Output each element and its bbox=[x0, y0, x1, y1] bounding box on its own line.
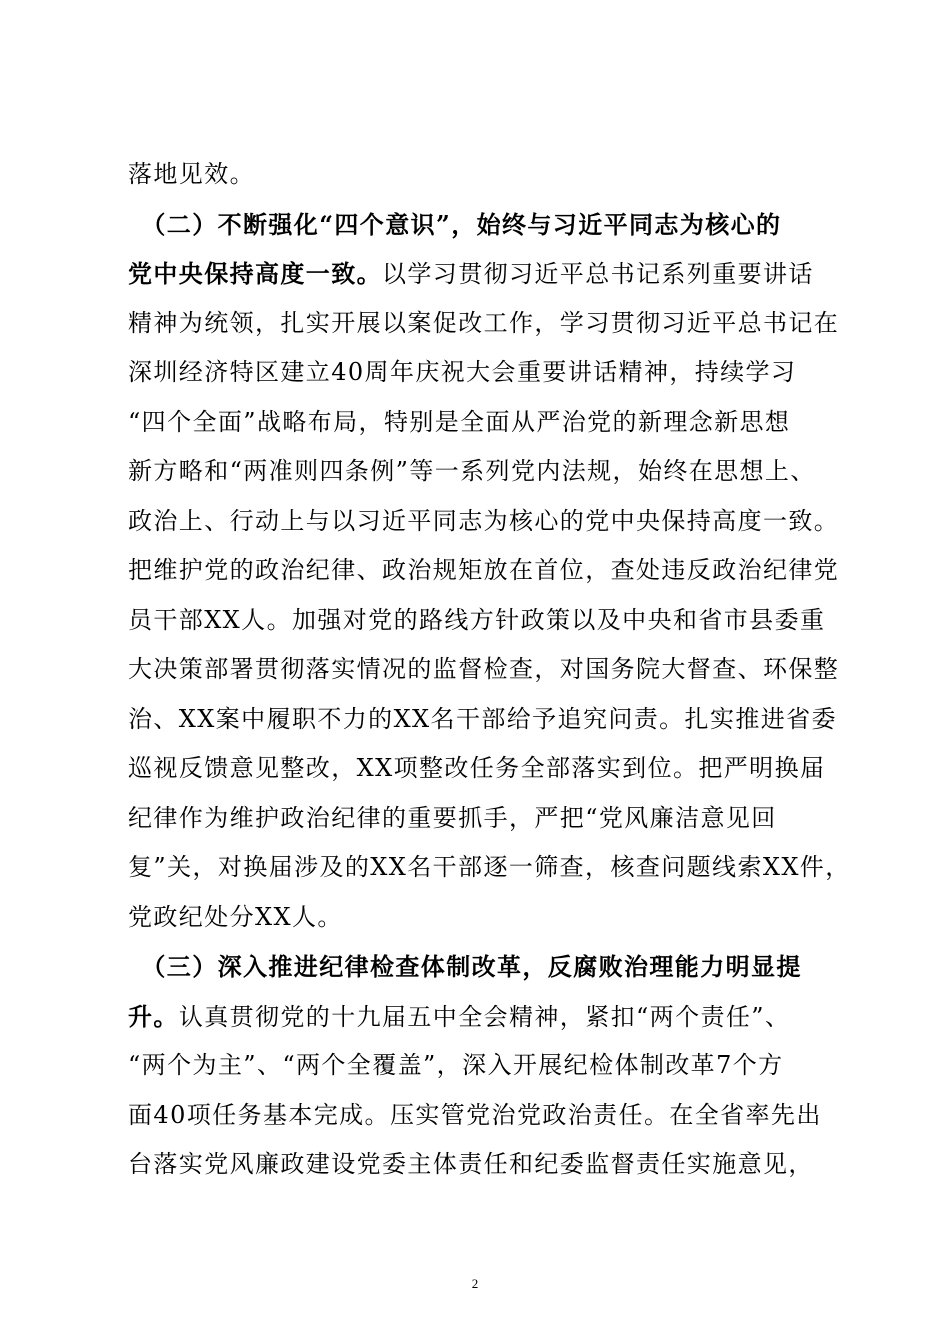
section-heading-3-continued: 升。 bbox=[128, 1001, 179, 1031]
line-7-text: 新方略和“两准则四条例”等一系列党内法规，始终在思想上、 bbox=[128, 457, 816, 485]
text-line-19 bbox=[128, 1041, 828, 1091]
text-line-18 bbox=[128, 992, 828, 1042]
line-15-text: 复”关，对换届涉及的XX名干部逐一筛查，核查问题线索XX件， bbox=[128, 853, 851, 881]
text-line-12 bbox=[128, 695, 837, 745]
line-5-text: 深圳经济特区建立40周年庆祝大会重要讲话精神，持续学习 bbox=[128, 358, 797, 386]
line-16-text: 党政纪处分XX人。 bbox=[128, 902, 343, 931]
text-line-8 bbox=[128, 497, 840, 547]
text-line-6 bbox=[128, 398, 828, 448]
line-6-text: “四个全面”战略布局，特别是全面从严治党的新理念新思想 bbox=[128, 407, 791, 436]
line-20-text: 面40项任务基本完成。压实管党治党政治责任。在全省率先出 bbox=[128, 1100, 822, 1129]
text-line-1 bbox=[128, 150, 828, 200]
line-12-text: 治、XX案中履职不力的XX名干部给予追究问责。扎实推进省委 bbox=[128, 704, 837, 733]
text-line-20 bbox=[128, 1091, 828, 1141]
line-9-text: 把维护党的政治纪律、政治规矩放在首位，查处违反政治纪律党 bbox=[128, 556, 840, 584]
text-line-7 bbox=[128, 447, 828, 497]
section-heading-2-continued: 党中央保持高度一致。 bbox=[128, 259, 382, 288]
line-13-text: 巡视反馈意见整改，XX项整改任务全部落实到位。把严明换届 bbox=[128, 754, 826, 782]
section-heading-3: （三）深入推进纪律检查体制改革，反腐败治理能力明显提 bbox=[128, 952, 802, 981]
text-line-9 bbox=[128, 546, 840, 596]
text-line-16 bbox=[128, 893, 828, 943]
text-line-2 bbox=[128, 200, 828, 250]
text-line-10 bbox=[128, 596, 828, 646]
text-line-14 bbox=[128, 794, 828, 844]
line-11-text: 大决策部署贯彻落实情况的监督检查，对国务院大督查、环保整 bbox=[128, 655, 840, 683]
text-line-15 bbox=[128, 843, 851, 893]
line-8-text: 政治上、行动上与以习近平同志为核心的党中央保持高度一致。 bbox=[128, 506, 840, 535]
section-heading-2: （二）不断强化“四个意识”，始终与习近平同志为核心的 bbox=[128, 209, 782, 239]
line-1-text: 落地见效。 bbox=[128, 160, 255, 188]
page-number: 2 bbox=[471, 1276, 479, 1291]
text-line-3 bbox=[128, 249, 828, 299]
line-3-text: 以学习贯彻习近平总书记系列重要讲话 bbox=[382, 260, 814, 288]
line-21-text: 台落实党风廉政建设党委主体责任和纪委监督责任实施意见， bbox=[128, 1150, 814, 1178]
line-4-text: 精神为统领，扎实开展以案促改工作，学习贯彻习近平总书记在 bbox=[128, 308, 840, 337]
text-line-13 bbox=[128, 744, 828, 794]
body-text bbox=[128, 150, 851, 1190]
line-18-text: 认真贯彻党的十九届五中全会精神，紧扣“两个责任”、 bbox=[178, 1002, 791, 1031]
text-line-4 bbox=[128, 299, 840, 349]
text-line-17 bbox=[128, 942, 828, 992]
text-line-5 bbox=[128, 348, 828, 398]
line-10-text: 员干部XX人。加强对党的路线方针政策以及中央和省市县委重 bbox=[128, 605, 826, 634]
text-line-11 bbox=[128, 645, 840, 695]
line-14-text: 纪律作为维护政治纪律的重要抓手，严把“党风廉洁意见回 bbox=[128, 803, 777, 832]
text-line-21 bbox=[128, 1140, 828, 1190]
line-19-text: “两个为主”、“两个全覆盖”，深入开展纪检体制改革7个方 bbox=[128, 1051, 784, 1079]
